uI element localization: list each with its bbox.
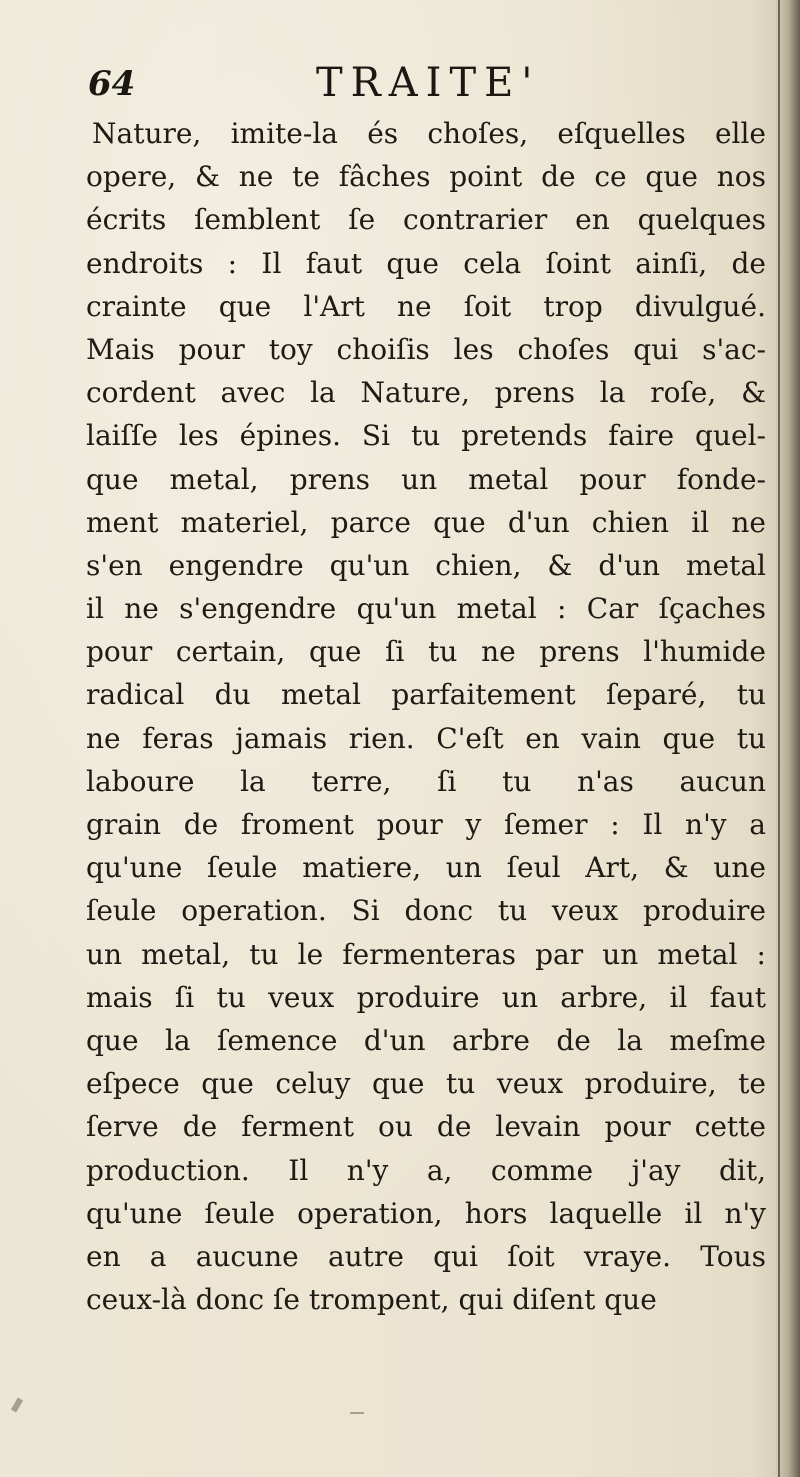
text-line: production. Il n'y a, comme j'ay dit, [86,1153,766,1187]
text-line: en a aucune autre qui ſoit vraye. Tous [86,1239,766,1273]
running-head [88,56,688,116]
text-line: s'en engendre qu'un chien, & d'un metal [86,548,766,582]
text-line: radical du metal parfaitement ſeparé, tu [86,678,766,712]
text-line: écrits ſemblent ſe contrarier en quelques [86,203,766,237]
binding-edge [778,0,780,1477]
text-line: eſpece que celuy que tu veux produire, te [86,1067,766,1101]
text-line: ſeule operation. Si donc tu veux produire [86,894,766,928]
text-line: un metal, tu le fermenteras par un metal : [86,937,766,971]
text-line: qu'une ſeule operation, hors laquelle il n'y [86,1196,766,1230]
running-title: TRAITE' [316,60,541,106]
page-number: 64 [88,64,136,104]
text-line: Nature, imite-la és choſes, eſquelles elle [92,117,766,150]
paper-speck [11,1397,23,1412]
text-line: ne feras jamais rien. C'eſt en vain que tu [86,721,766,755]
text-line: il ne s'engendre qu'un metal : Car ſçaches [86,592,766,626]
text-line: endroits : Il faut que cela ſoint ainſi, de [86,246,766,280]
text-line: qu'une ſeule matiere, un ſeul Art, & une [86,851,766,885]
text-line: ment materiel, parce que d'un chien il ne [86,505,766,539]
text-line: laiſſe les épines. Si tu pretends faire quel- [86,419,766,453]
text-line: que metal, prens un metal pour fonde- [86,462,766,496]
text-line: laboure la terre, ſi tu n'as aucun [86,764,766,798]
text-line: ſerve de ferment ou de levain pour cette [86,1110,766,1144]
text-line: crainte que l'Art ne ſoit trop divulgué. [86,289,766,323]
text-line: Mais pour toy choiſis les choſes qui s'ac- [86,332,766,366]
text-line: ceux-là donc ſe trompent, qui diſent que [86,1283,657,1317]
body-text [86,112,766,1321]
text-line: grain de froment pour y ſemer : Il n'y a [86,808,766,841]
text-line: cordent avec la Nature, prens la roſe, & [86,376,766,410]
text-line: que la ſemence d'un arbre de la meſme [86,1023,766,1057]
text-line: opere, & ne te fâches point de ce que nos [86,160,766,194]
text-line: pour certain, que ſi tu ne prens l'humide [86,635,766,669]
text-line: mais ſi tu veux produire un arbre, il faut [86,980,766,1014]
paper-speck [350,1412,364,1414]
